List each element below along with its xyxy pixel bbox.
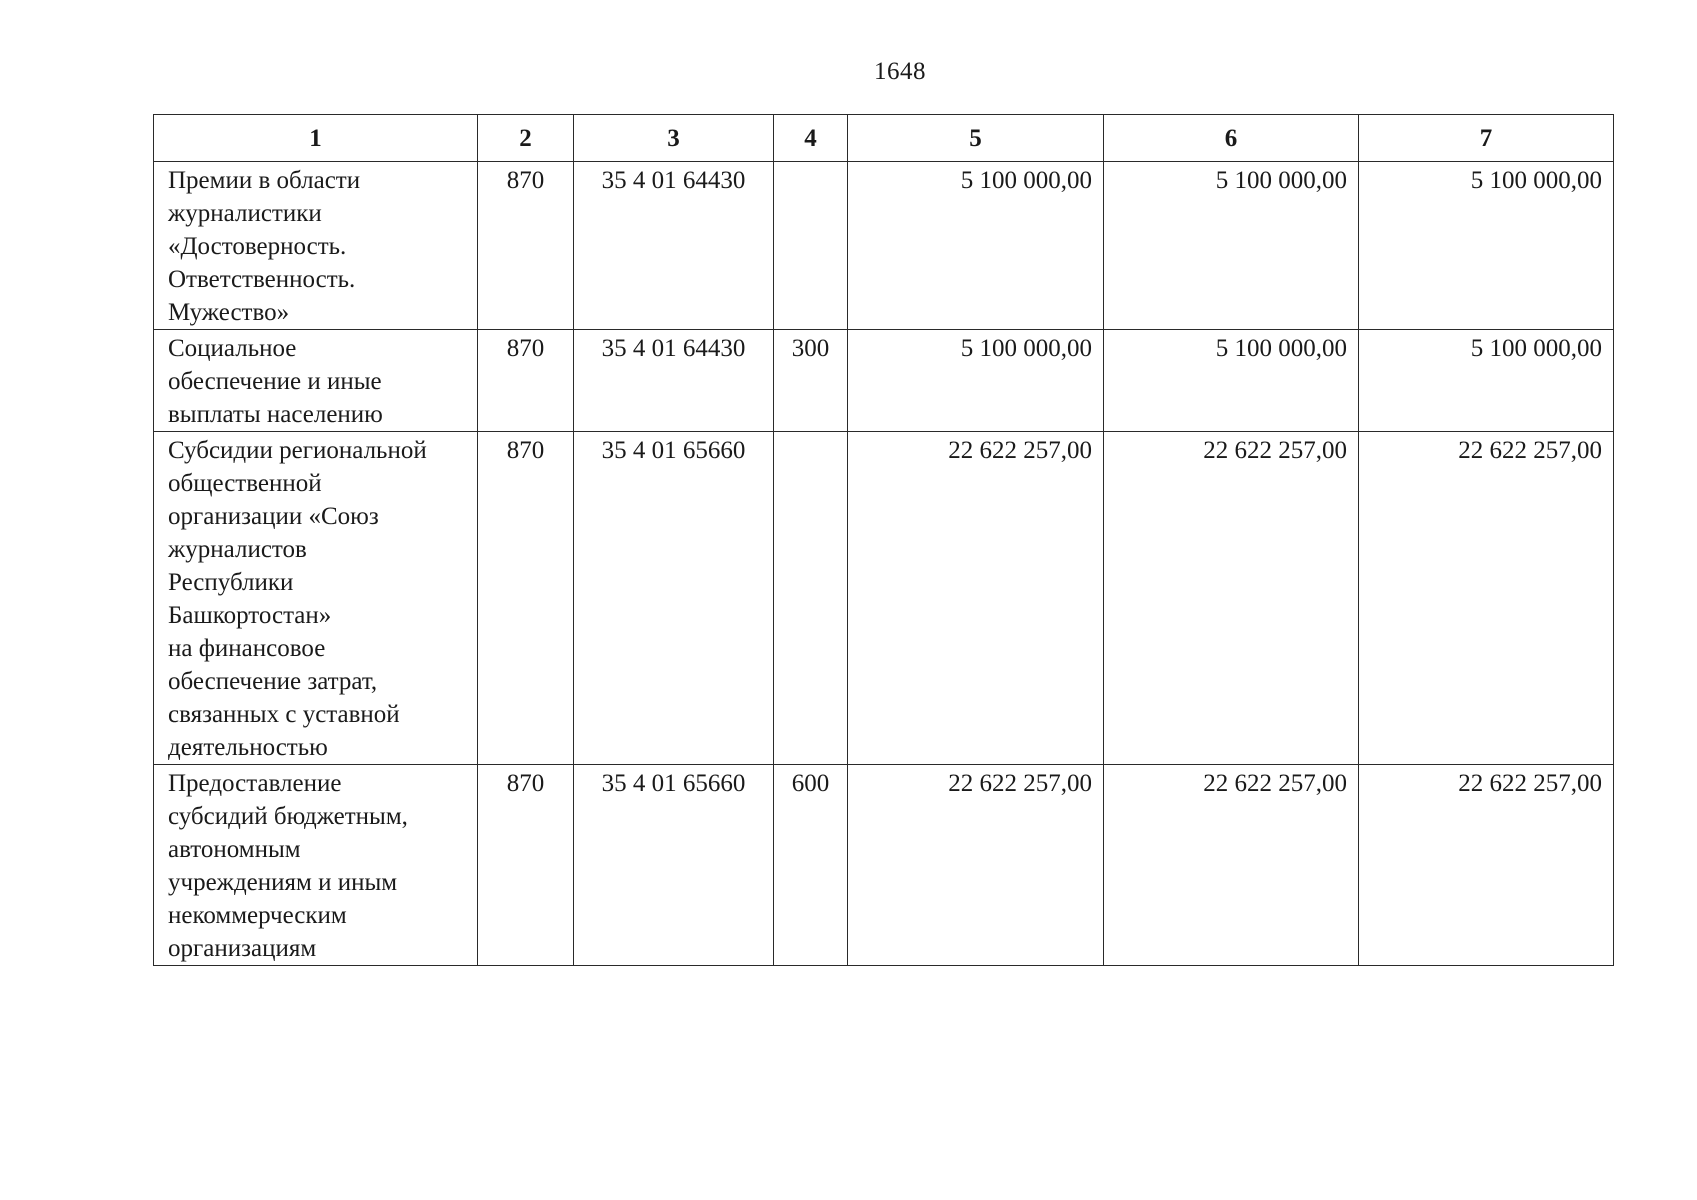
row-col3-cell: 35 4 01 65660: [574, 432, 774, 765]
header-col-5: 5: [848, 115, 1104, 162]
name-line: Субсидии региональной: [168, 437, 427, 464]
name-line: связанных с уставной: [168, 701, 400, 728]
header-col-1: 1: [154, 115, 478, 162]
row-col6-cell: 5 100 000,00: [1104, 162, 1359, 330]
row-col2-cell: 870: [478, 432, 574, 765]
row-col2-cell: 870: [478, 765, 574, 966]
table-row: [154, 765, 1614, 966]
row-col2-cell: 870: [478, 162, 574, 330]
row-col4-cell: [774, 432, 848, 765]
row-col5-cell: 5 100 000,00: [848, 330, 1104, 432]
name-line: Башкортостан»: [168, 602, 332, 629]
name-line: обеспечение затрат,: [168, 668, 378, 695]
name-line: журналистов: [168, 536, 307, 563]
table-row: [154, 162, 1614, 330]
name-line: учреждениям и иным: [168, 869, 398, 896]
name-line: автономным: [168, 836, 301, 863]
row-col5-cell: 22 622 257,00: [848, 432, 1104, 765]
header-row: [154, 115, 1614, 162]
row-col3-cell: 35 4 01 64430: [574, 330, 774, 432]
table-row: [154, 432, 1614, 765]
row-col7-cell: 22 622 257,00: [1359, 432, 1614, 765]
name-line: на финансовое: [168, 635, 326, 662]
header-col-7: 7: [1359, 115, 1614, 162]
page-number: 1648: [874, 58, 926, 85]
name-line: общественной: [168, 470, 322, 497]
name-line: выплаты населению: [168, 401, 383, 428]
name-line: Ответственность.: [168, 266, 356, 293]
name-line: организациям: [168, 935, 317, 962]
row-col7-cell: 5 100 000,00: [1359, 330, 1614, 432]
name-line: субсидий бюджетным,: [168, 803, 408, 830]
name-line: Предоставление: [168, 770, 342, 797]
name-line: обеспечение и иные: [168, 368, 382, 395]
row-col3-cell: 35 4 01 64430: [574, 162, 774, 330]
row-col6-cell: 5 100 000,00: [1104, 330, 1359, 432]
row-col4-cell: [774, 162, 848, 330]
row-col3-cell: 35 4 01 65660: [574, 765, 774, 966]
header-col-6: 6: [1104, 115, 1359, 162]
row-col2-cell: 870: [478, 330, 574, 432]
header-col-4: 4: [774, 115, 848, 162]
name-line: Премии в области: [168, 167, 361, 194]
row-col6-cell: 22 622 257,00: [1104, 765, 1359, 966]
row-name-cell: [154, 432, 478, 765]
row-name-cell: [154, 330, 478, 432]
row-name-cell: [154, 162, 478, 330]
table-header: [154, 115, 1614, 162]
row-col4-cell: 300: [774, 330, 848, 432]
table-row: [154, 330, 1614, 432]
budget-table: [153, 114, 1614, 966]
row-name-cell: [154, 765, 478, 966]
name-line: «Достоверность.: [168, 233, 347, 260]
header-col-2: 2: [478, 115, 574, 162]
row-col6-cell: 22 622 257,00: [1104, 432, 1359, 765]
row-col5-cell: 22 622 257,00: [848, 765, 1104, 966]
row-col4-cell: 600: [774, 765, 848, 966]
name-line: Республики: [168, 569, 294, 596]
table-body: [154, 162, 1614, 966]
header-col-3: 3: [574, 115, 774, 162]
name-line: Мужество»: [168, 299, 290, 326]
name-line: деятельностью: [168, 734, 328, 761]
row-col7-cell: 5 100 000,00: [1359, 162, 1614, 330]
name-line: журналистики: [168, 200, 322, 227]
row-col7-cell: 22 622 257,00: [1359, 765, 1614, 966]
name-line: некоммерческим: [168, 902, 347, 929]
row-col5-cell: 5 100 000,00: [848, 162, 1104, 330]
name-line: Социальное: [168, 335, 297, 362]
name-line: организации «Союз: [168, 503, 379, 530]
